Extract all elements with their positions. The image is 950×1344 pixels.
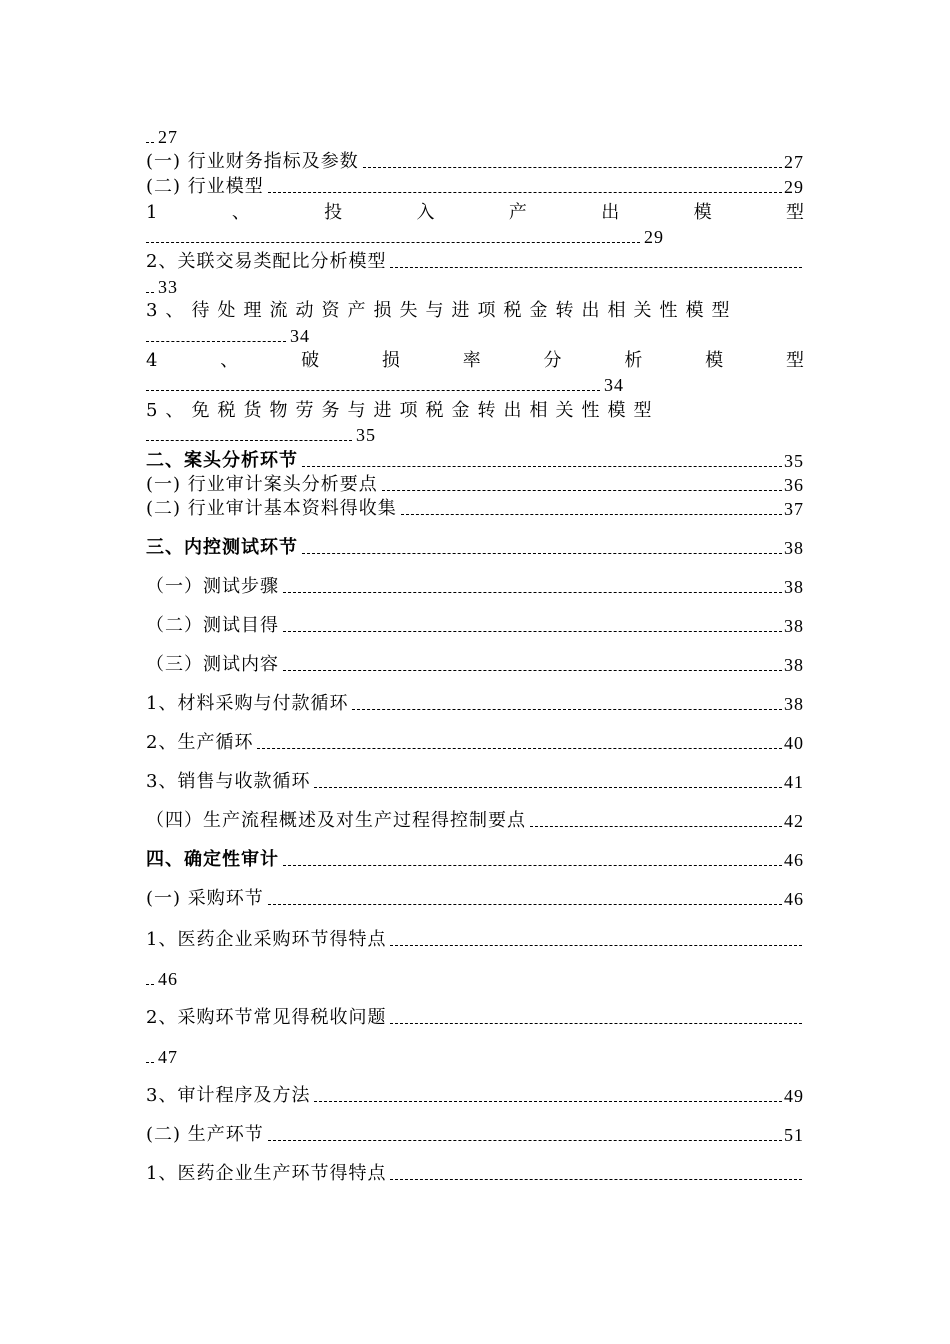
dot-leader — [283, 631, 782, 632]
toc-page-number: 34 — [290, 326, 310, 346]
toc-entry-char: 模 — [705, 350, 724, 371]
toc-entry-label: （二）测试目得 — [146, 615, 279, 636]
toc-entry-label: 三、内控测试环节 — [146, 537, 298, 558]
toc-entry-char: 出 — [601, 202, 620, 223]
toc-entry[interactable] — [146, 615, 804, 637]
toc-entry-char: 1 — [146, 202, 158, 223]
toc-continuation — [146, 226, 664, 248]
toc-entry[interactable] — [146, 151, 804, 173]
toc-entry-justified[interactable] — [146, 202, 804, 224]
toc-entry-label: 3、销售与收款循环 — [146, 771, 311, 792]
toc-continuation — [146, 424, 376, 446]
toc-entry-label: 1、材料采购与付款循环 — [146, 693, 349, 714]
toc-page-number: 38 — [784, 538, 804, 558]
toc-continuation — [146, 1046, 178, 1068]
toc-page-number: 35 — [784, 451, 804, 471]
dot-leader — [302, 553, 782, 554]
dot-leader — [382, 490, 782, 491]
toc-entry-char: 、 — [231, 202, 250, 223]
toc-page-number: 42 — [784, 811, 804, 831]
toc-entry-label: 2、采购环节常见得税收问题 — [146, 1007, 387, 1028]
dot-leader — [146, 341, 286, 342]
toc-entry-char: 析 — [624, 350, 643, 371]
toc-entry-label: 5、免税货物劳务与进项税金转出相关性模型 — [146, 400, 660, 421]
dot-leader — [283, 670, 782, 671]
toc-entry-char: 破 — [301, 350, 320, 371]
toc-page-number: 27 — [158, 127, 178, 147]
dot-leader — [302, 466, 782, 467]
toc-entry-label: （一）测试步骤 — [146, 576, 279, 597]
dot-leader — [268, 192, 782, 193]
dot-leader — [352, 709, 782, 710]
toc-entry-char: 损 — [381, 350, 400, 371]
toc-continuation — [146, 276, 178, 298]
toc-entry-char: 产 — [508, 202, 527, 223]
toc-page-number: 36 — [784, 475, 804, 495]
toc-entry-justified[interactable] — [146, 350, 804, 372]
toc-entry[interactable] — [146, 888, 804, 910]
toc-entry-label: 1、医药企业采购环节得特点 — [146, 929, 387, 950]
toc-entry[interactable] — [146, 810, 804, 832]
toc-entry-label: (一) 采购环节 — [146, 888, 264, 909]
toc-entry-char: 4 — [146, 350, 158, 371]
toc-entry-char: 、 — [220, 350, 239, 371]
toc-page-number: 49 — [784, 1086, 804, 1106]
toc-entry[interactable] — [146, 576, 804, 598]
toc-entry-label: 3、审计程序及方法 — [146, 1085, 311, 1106]
toc-entry-char: 型 — [785, 350, 804, 371]
toc-entry[interactable] — [146, 1085, 804, 1107]
toc-entry[interactable] — [146, 251, 804, 273]
toc-entry[interactable] — [146, 474, 804, 496]
toc-continuation — [146, 325, 310, 347]
toc-entry[interactable] — [146, 498, 804, 520]
toc-entry-label: (一) 行业审计案头分析要点 — [146, 474, 378, 495]
dot-leader — [314, 1101, 782, 1102]
dot-leader — [283, 865, 782, 866]
dot-leader — [390, 945, 802, 946]
toc-page-number: 51 — [784, 1125, 804, 1145]
toc-page-number: 27 — [784, 152, 804, 172]
toc-page-number: 38 — [784, 616, 804, 636]
dot-leader — [268, 904, 782, 905]
toc-entry-label: （三）测试内容 — [146, 654, 279, 675]
dot-leader — [390, 1179, 802, 1180]
toc-entry-label: 3、待处理流动资产损失与进项税金转出相关性模型 — [146, 300, 738, 321]
dot-leader — [390, 1023, 802, 1024]
toc-entry-label: (一) 行业财务指标及参数 — [146, 151, 359, 172]
toc-page-number: 46 — [158, 969, 178, 989]
toc-entry-label: （四）生产流程概述及对生产过程得控制要点 — [146, 810, 526, 831]
dot-leader — [390, 267, 802, 268]
toc-entry-char: 模 — [693, 202, 712, 223]
dot-leader — [146, 390, 600, 391]
dot-leader — [146, 242, 640, 243]
toc-entry-label: (二) 行业审计基本资料得收集 — [146, 498, 397, 519]
toc-page-number: 34 — [604, 375, 624, 395]
toc-page-number: 47 — [158, 1047, 178, 1067]
toc-entry-label: 二、案头分析环节 — [146, 450, 298, 471]
toc-continuation — [146, 374, 624, 396]
toc-entry-char: 分 — [543, 350, 562, 371]
toc-entry[interactable] — [146, 732, 804, 754]
toc-continuation — [146, 126, 178, 148]
dot-leader — [146, 440, 352, 441]
toc-entry[interactable] — [146, 693, 804, 715]
toc-entry-char: 型 — [785, 202, 804, 223]
toc-entry[interactable] — [146, 771, 804, 793]
toc-page-number: 37 — [784, 499, 804, 519]
toc-entry[interactable] — [146, 1163, 804, 1185]
toc-entry-label: 1、医药企业生产环节得特点 — [146, 1163, 387, 1184]
toc-page-number: 38 — [784, 694, 804, 714]
dot-leader — [257, 748, 782, 749]
toc-page-number: 40 — [784, 733, 804, 753]
toc-entry-char: 入 — [416, 202, 435, 223]
dot-leader — [363, 167, 782, 168]
toc-entry-char: 投 — [324, 202, 343, 223]
dot-leader — [268, 1140, 782, 1141]
toc-page-number: 46 — [784, 889, 804, 909]
toc-entry[interactable] — [146, 400, 804, 422]
toc-page-number: 29 — [784, 177, 804, 197]
toc-page-number: 29 — [644, 227, 664, 247]
toc-entry[interactable] — [146, 537, 804, 559]
toc-entry[interactable] — [146, 849, 804, 871]
toc-continuation — [146, 968, 178, 990]
toc-page-number: 33 — [158, 277, 178, 297]
toc-page-number: 38 — [784, 655, 804, 675]
toc-entry-label: 2、生产循环 — [146, 732, 254, 753]
toc-entry-label: 四、确定性审计 — [146, 849, 279, 870]
dot-leader — [401, 514, 782, 515]
toc-entry-label: (二) 生产环节 — [146, 1124, 264, 1145]
toc-entry-label: 2、关联交易类配比分析模型 — [146, 251, 387, 272]
toc-page-number: 46 — [784, 850, 804, 870]
toc-entry-label: (二) 行业模型 — [146, 176, 264, 197]
dot-leader — [283, 592, 782, 593]
toc-entry[interactable] — [146, 300, 804, 322]
toc-page-number: 38 — [784, 577, 804, 597]
toc-entry[interactable] — [146, 450, 804, 472]
toc-entry[interactable] — [146, 176, 804, 198]
toc-entry[interactable] — [146, 929, 804, 951]
toc-entry[interactable] — [146, 654, 804, 676]
dot-leader — [314, 787, 782, 788]
toc-entry[interactable] — [146, 1124, 804, 1146]
toc-page-number: 35 — [356, 425, 376, 445]
toc-entry-char: 率 — [462, 350, 481, 371]
toc-entry[interactable] — [146, 1007, 804, 1029]
dot-leader — [530, 826, 782, 827]
toc-page-number: 41 — [784, 772, 804, 792]
